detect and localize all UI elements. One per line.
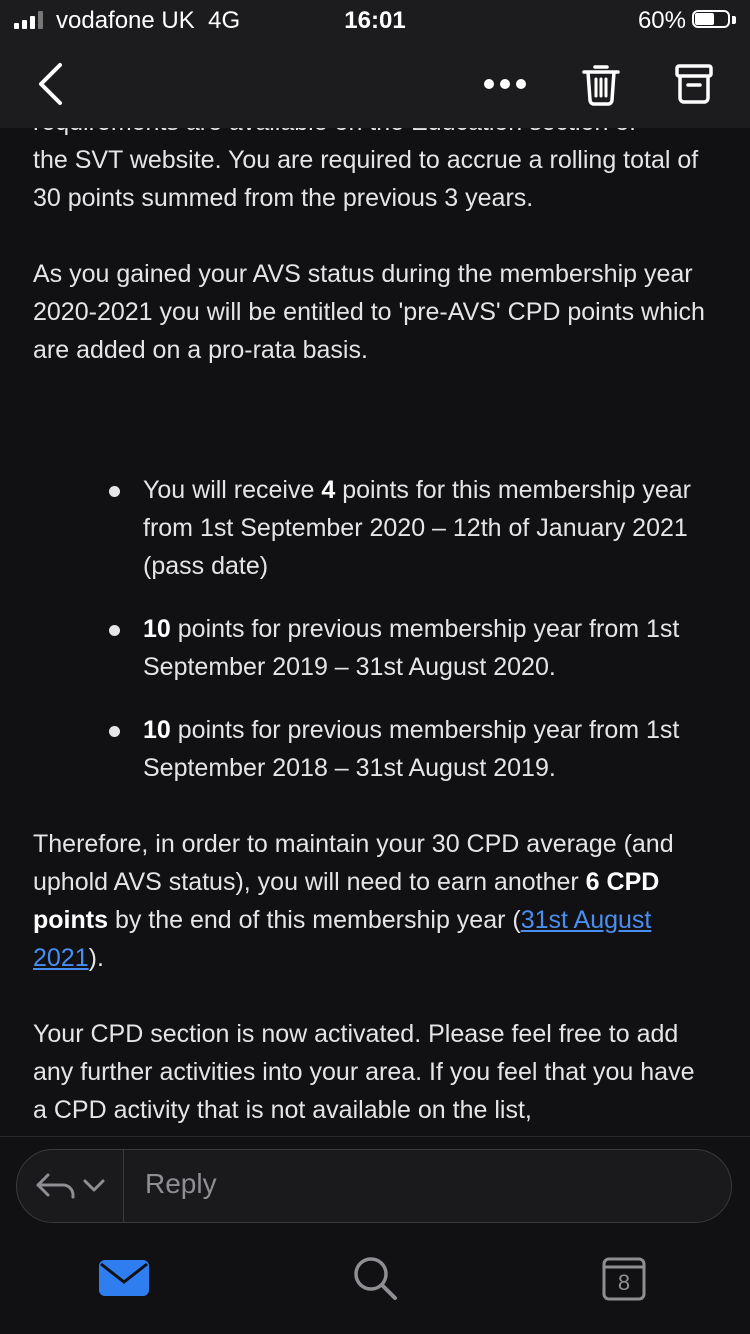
back-button[interactable] bbox=[20, 40, 80, 128]
trash-icon bbox=[581, 62, 621, 106]
paragraph-svt-website: the SVT website. You are required to accrue a rolling total of 30 points summed from the previous 3 years. bbox=[33, 146, 699, 212]
list-item: 10 points for previous membership year from 1st September 2018 – 31st August 2019. bbox=[143, 711, 713, 787]
tab-search[interactable] bbox=[345, 1248, 405, 1308]
bullet-dot bbox=[109, 726, 120, 737]
list-item: You will receive 4 points for this membership year from 1st September 2020 – 12th of January 2021 (pass date) bbox=[143, 471, 713, 585]
battery-percentage: 60% bbox=[637, 7, 686, 34]
reply-options-button[interactable] bbox=[17, 1150, 124, 1222]
reply-field[interactable] bbox=[16, 1149, 732, 1223]
tab-bar bbox=[0, 1230, 750, 1334]
email-body[interactable] bbox=[0, 128, 750, 1136]
date-link[interactable]: 31st August 2021 bbox=[33, 906, 652, 972]
delete-button[interactable] bbox=[571, 40, 631, 128]
carrier-name: vodafone UK bbox=[56, 7, 195, 34]
bullet-dot bbox=[109, 625, 120, 636]
points-list bbox=[33, 407, 713, 787]
reply-placeholder: Reply bbox=[145, 1168, 217, 1199]
message-toolbar bbox=[0, 40, 750, 128]
more-button[interactable] bbox=[475, 40, 535, 128]
network-type: 4G bbox=[208, 7, 241, 34]
battery-icon bbox=[692, 10, 736, 30]
calendar-icon bbox=[602, 1255, 646, 1301]
search-icon bbox=[351, 1254, 399, 1302]
ellipsis-icon bbox=[483, 78, 527, 90]
chevron-down-icon bbox=[83, 1179, 105, 1193]
archive-icon bbox=[675, 63, 713, 105]
paragraph-cpd-section: Your CPD section is now activated. Please feel free to add any further activities into your area. If you feel that you have a CPD activity that is not available on the list, bbox=[33, 1020, 695, 1124]
paragraph-cpd-average: Therefore, in order to maintain your 30 CPD average (and uphold AVS status), you will need to earn another 6 CPD points by the end of this membership year (31st August 2021). bbox=[33, 830, 674, 972]
chevron-left-icon bbox=[36, 62, 64, 106]
status-bar bbox=[0, 0, 750, 40]
calendar-day: 8 bbox=[617, 1270, 631, 1295]
archive-button[interactable] bbox=[664, 40, 724, 128]
clock: 16:01 bbox=[344, 7, 406, 34]
paragraph-avs-status: As you gained your AVS status during the membership year 2020-2021 you will be entitled to 'pre-AVS' CPD points which are added on a pro-rata basis. bbox=[33, 260, 705, 364]
list-item: 10 points for previous membership year from 1st September 2019 – 31st August 2020. bbox=[143, 610, 713, 686]
mail-icon bbox=[99, 1260, 149, 1296]
bullet-dot bbox=[109, 486, 120, 497]
reply-arrow-icon bbox=[35, 1171, 77, 1201]
reply-bar bbox=[0, 1136, 750, 1231]
tab-calendar[interactable] bbox=[594, 1248, 654, 1308]
tab-mail[interactable] bbox=[94, 1248, 154, 1308]
